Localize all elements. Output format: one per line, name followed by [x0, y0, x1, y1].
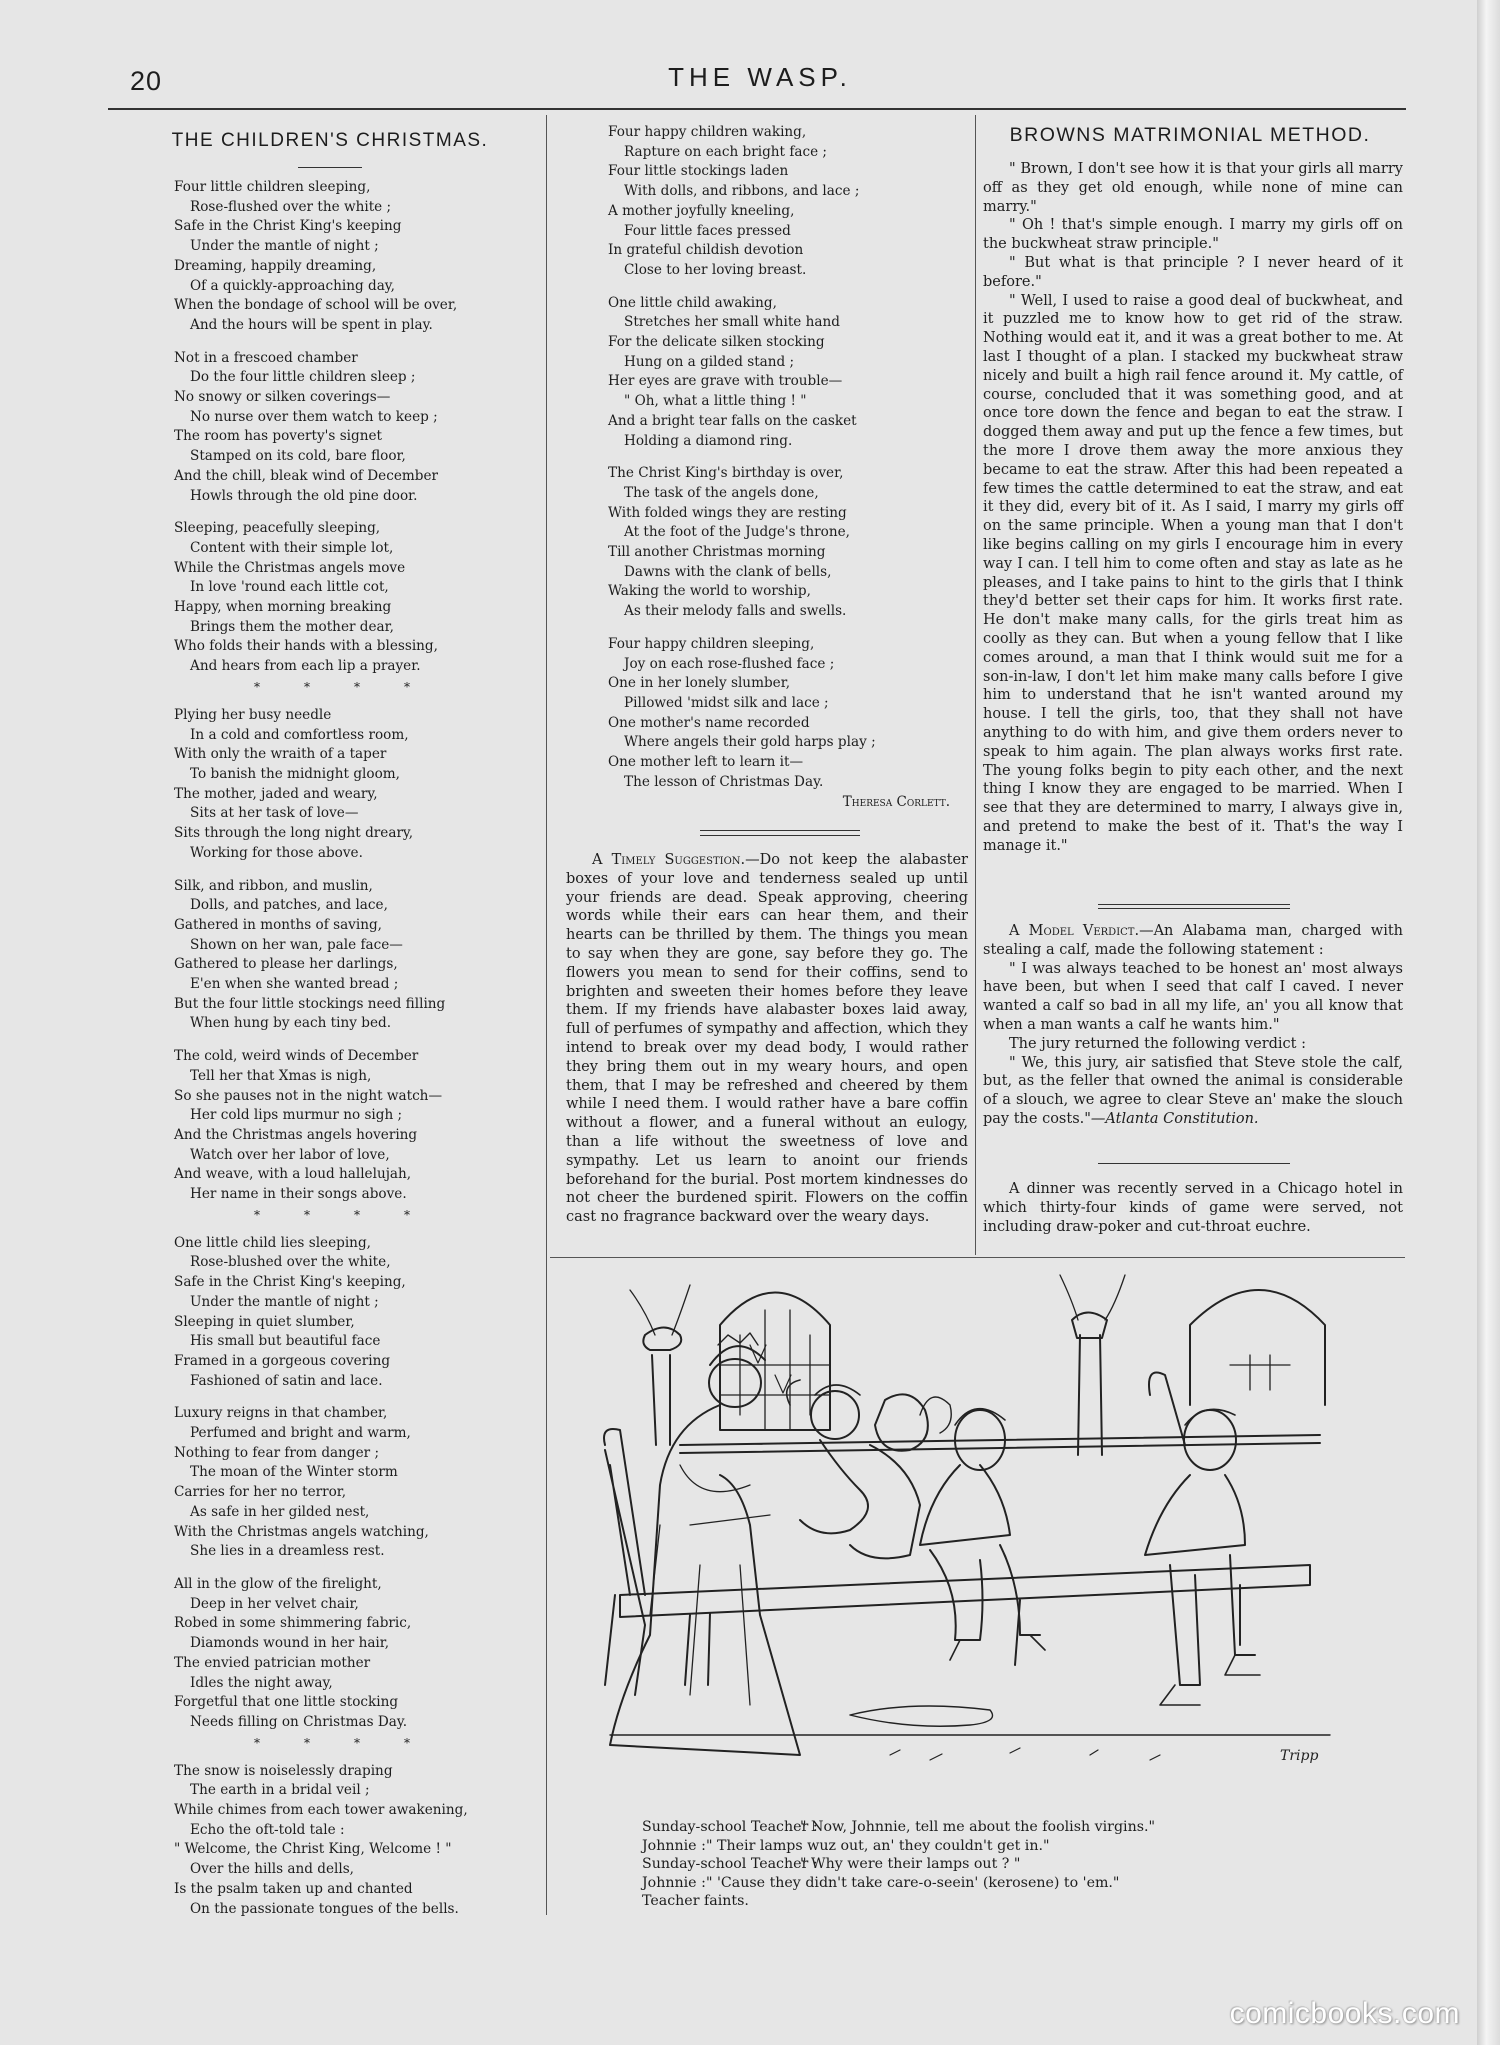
poem-line: Four little stockings laden [608, 163, 789, 180]
browns-paragraph: " But what is that principle ? I never heard of it before." [983, 254, 1403, 290]
poem-line: Perfumed and bright and warm, [190, 1425, 411, 1442]
poem-line: Four little faces pressed [624, 222, 791, 239]
poem-line: Fashioned of satin and lace. [190, 1372, 383, 1389]
poem-line: Sleeping in quiet slumber, [174, 1313, 355, 1330]
poem-line: And the hours will be spent in play. [190, 316, 433, 333]
poem-line: Diamonds wound in her hair, [190, 1635, 390, 1652]
separator-browns-b [1098, 908, 1290, 909]
bench [620, 1565, 1310, 1617]
timely-suggestion [566, 851, 968, 1227]
cartoon-caption [642, 1818, 1155, 1911]
dinner-body: A dinner was recently served in a Chicago hotel in which thirty-four kinds of game were served, not including draw-poker and cut-throat euchre. [983, 1181, 1403, 1235]
poem-line: The snow is noiselessly draping [174, 1762, 393, 1779]
window-right [1190, 1290, 1325, 1405]
poem-stanza [174, 1762, 534, 1920]
poem-line: As their melody falls and swells. [624, 603, 847, 620]
verdict-quote: " I was always teached to be honest an' most always have been, but when I seed that calf I caved. I never wanted a calf so bad in all my life, an' you all know that when a man wants a calf he wants him." [983, 960, 1403, 1033]
poem-line: With folded wings they are resting [608, 504, 847, 521]
poem-line: The Christ King's birthday is over, [608, 465, 844, 482]
timely-lead: A Timely Suggestion. [592, 852, 746, 868]
verdict-lead: A Model Verdict. [1009, 923, 1140, 939]
poem-line: Forgetful that one little stocking [174, 1694, 399, 1711]
poem-line: No nurse over them watch to keep ; [190, 408, 438, 425]
cartoon-illustration [590, 1265, 1360, 1805]
browns-article [983, 160, 1403, 855]
poem-line: Content with their simple lot, [190, 539, 394, 556]
poem-line: Sits through the long night dreary, [174, 825, 414, 842]
caption-text: Teacher faints. [642, 1893, 749, 1910]
verdict-body: —An Alabama man, charged with stealing a calf, made the following statement : [983, 923, 1403, 958]
poem-line: In grateful childish devotion [608, 242, 804, 259]
poem-stanza [174, 1404, 534, 1562]
poem-line: With only the wraith of a taper [174, 746, 387, 763]
verdict-text: " We, this jury, air satisfied that Steve stole the calf, but, as the feller that owned the animal is considerable of a slouch, we agree to clear Steve an' make the slouch pay the costs." [983, 1054, 1403, 1127]
cartoon-top-rule [550, 1257, 1405, 1258]
poem-line: The envied patrician mother [174, 1654, 371, 1671]
poem-line: Is the psalm taken up and chanted [174, 1880, 413, 1897]
poem-line: As safe in her gilded nest, [190, 1503, 370, 1520]
poem-line: While the Christmas angels move [174, 559, 406, 576]
poem-stanza [174, 1575, 534, 1733]
poem-line: Dolls, and patches, and lace, [190, 897, 388, 914]
poem-stanza [174, 706, 534, 864]
poem-line: On the passionate tongues of the bells. [190, 1900, 459, 1917]
poem-line: Hung on a gilded stand ; [624, 353, 795, 370]
browns-paragraph: " Brown, I don't see how it is that your girls all marry off as they get old enough, while none of mine can marry." [983, 161, 1403, 215]
model-verdict [983, 922, 1403, 1129]
poem-line: The moan of the Winter storm [190, 1464, 398, 1481]
browns-paragraph: " Oh ! that's simple enough. I marry my girls off on the buckwheat straw principle." [983, 217, 1403, 253]
chair [604, 1429, 645, 1695]
poem-stanza [174, 877, 534, 1035]
poem-stanza [608, 635, 953, 793]
poem-line: Gathered to please her darlings, [174, 956, 398, 973]
poem-line: Needs filling on Christmas Day. [190, 1713, 408, 1730]
poem-line: Idles the night away, [190, 1674, 333, 1691]
dinner-note [983, 1180, 1403, 1236]
poem-line: His small but beautiful face [190, 1333, 381, 1350]
poem-line: One in her lonely slumber, [608, 675, 791, 692]
separator-poem-b [700, 835, 860, 836]
poem-line: Who folds their hands with a blessing, [174, 638, 438, 655]
header-rule [108, 108, 1406, 110]
poem-stanza [174, 519, 534, 677]
poem-stanza [608, 294, 953, 452]
poem-line: One mother's name recorded [608, 714, 810, 731]
poem-line: One little child lies sleeping, [174, 1234, 371, 1251]
poem-stanza [174, 349, 534, 507]
poem-line: And the chill, bleak wind of December [174, 467, 439, 484]
masthead: THE WASP. [668, 62, 852, 92]
caption-line [642, 1855, 1155, 1874]
boy-right-head [1184, 1410, 1236, 1470]
caption-line [642, 1892, 1155, 1911]
poem-line: Of a quickly-approaching day, [190, 277, 395, 294]
poem-line: Howls through the old pine door. [190, 487, 418, 504]
teacher-body [610, 1405, 800, 1755]
poem-line: Sits at her task of love— [190, 805, 359, 822]
page-number: 20 [130, 66, 163, 96]
poem-column-1 [174, 178, 534, 1932]
caption-speaker: Sunday-school Teacher : [642, 1819, 818, 1835]
pillar-right [1072, 1313, 1107, 1456]
poem-line: Brings them the mother dear, [190, 618, 394, 635]
boy-right-legs [1170, 1555, 1255, 1685]
poem-line: Holding a diamond ring. [624, 432, 793, 449]
poem-line: Her name in their songs above. [190, 1186, 407, 1203]
poem-line: One mother left to learn it— [608, 754, 804, 771]
poem-stanza [174, 1234, 534, 1392]
poem-title: THE CHILDREN'S CHRISTMAS. [171, 130, 489, 151]
poem-line: With the Christmas angels watching, [174, 1523, 429, 1540]
poem-line: When hung by each tiny bed. [190, 1015, 392, 1032]
poem-line: Under the mantle of night ; [190, 1293, 379, 1310]
poem-line: Deep in her velvet chair, [190, 1595, 359, 1612]
poem-line: Rapture on each bright face ; [624, 143, 828, 160]
poem-line: No snowy or silken coverings— [174, 389, 391, 406]
stanza-divider-asterisks: **** [254, 1207, 454, 1222]
poem-line: Watch over her labor of love, [190, 1146, 390, 1163]
poem-line: With dolls, and ribbons, and lace ; [624, 183, 860, 200]
poem-line: Dreaming, happily dreaming, [174, 257, 377, 274]
browns-paragraph: " Well, I used to raise a good deal of buckwheat, and it puzzled me to know how to get rid of the straw. Nothing would eat it, and it was a great bother to me. At last I thought of a plan. I stacked my buckwheat straw nicely and built a high rail fence around it. My cattle, of course, concluded that it was something good, and at once tore down the fence and began to eat the straw. I dogged them away and put up the fence a few times, but the more I drove them away the more anxious they became to eat the straw. After this had been repeated a few times the cattle determined to eat the straw, and eat it they did, every bit of it. As I said, I marry my girls off on the same principle. When a young man that I don't like begins calling on my girls I encourage him in every way I can. I tell him to come often and stay as late as he pleases, and I take pains to hint to the girls that I think they'd better set their caps for him. It works first rate. He don't make many calls, for the girls treat him as coolly as they can. But when a young fellow that I like comes around, a man that I think would suit me for a son-in-law, I don't let him make many calls before I give him to understand that he isn't wanted around my house. I tell the girls, too, that they shall not have anything to do with him, and give them orders never to speak to him again. The plan always works first rate. The young folks begin to pity each other, and the next thing I know they are engaged to be married. When I see that they are determined to marry, I always give in, and pretend to make the best of it. That's the way I manage it." [983, 292, 1403, 854]
poem-line: Silk, and ribbon, and muslin, [174, 877, 373, 894]
browns-title: BROWNS MATRIMONIAL METHOD. [1009, 124, 1371, 146]
poem-line: Safe in the Christ King's keeping [174, 218, 402, 235]
teacher-head [709, 1359, 761, 1407]
poem-line: Dawns with the clank of bells, [624, 563, 832, 580]
poem-author: Theresa Corlett. [842, 794, 950, 810]
separator-poem [700, 830, 860, 831]
poem-line: A mother joyfully kneeling, [608, 202, 795, 219]
column-rule-1 [546, 115, 547, 1915]
caption-speaker: Johnnie : [642, 1837, 706, 1854]
poem-line: At the foot of the Judge's throne, [624, 524, 850, 541]
cartoon-signature: Tripp [1280, 1748, 1319, 1764]
poem-line: Till another Christmas morning [608, 544, 826, 561]
verdict-jury: The jury returned the following verdict : [1009, 1035, 1306, 1052]
poem-line: All in the glow of the firelight, [174, 1576, 382, 1592]
poem-line: Luxury reigns in that chamber, [174, 1405, 388, 1422]
poem-line: Shown on her wan, pale face— [190, 936, 403, 953]
page-edge [1477, 0, 1500, 2045]
poem-line: Framed in a gorgeous covering [174, 1352, 391, 1369]
poem-line: " Oh, what a little thing ! " [624, 393, 807, 410]
poem-line: E'en when she wanted bread ; [190, 976, 399, 993]
poem-line: " Welcome, the Christ King, Welcome ! " [174, 1841, 452, 1858]
caption-speaker: Johnnie : [642, 1874, 706, 1891]
poem-line: When the bondage of school will be over, [174, 297, 458, 314]
pew-back [680, 1435, 1320, 1453]
poem-line: The earth in a bridal veil ; [190, 1782, 370, 1799]
poem-line: Nothing to fear from danger ; [174, 1444, 380, 1461]
title-underline [298, 167, 362, 168]
poem-line: She lies in a dreamless rest. [190, 1543, 385, 1560]
poem-line: And hears from each lip a prayer. [190, 658, 421, 675]
poem-line: Rose-blushed over the white, [190, 1254, 391, 1271]
caption-text: " Now, Johnnie, tell me about the foolish virgins." [800, 1819, 1156, 1835]
poem-line: The lesson of Christmas Day. [624, 773, 824, 790]
poem-line: Not in a frescoed chamber [174, 349, 358, 366]
poem-line: Tell her that Xmas is nigh, [190, 1067, 372, 1084]
poem-line: Happy, when morning breaking [174, 599, 392, 616]
caption-line [642, 1837, 1155, 1856]
caption-text: " 'Cause they didn't take care-o-seein' (kerosene) to 'em." [706, 1874, 1120, 1891]
poem-line: Plying her busy needle [174, 706, 332, 723]
column-rule-2 [975, 115, 976, 1255]
poem-line: Close to her loving breast. [624, 261, 807, 278]
poem-line: So she pauses not in the night watch— [174, 1087, 443, 1104]
poem-line: Sleeping, peacefully sleeping, [174, 520, 381, 537]
poem-line: Safe in the Christ King's keeping, [174, 1274, 406, 1291]
poem-line: The cold, weird winds of December [174, 1048, 419, 1065]
poem-line: In love 'round each little cot, [190, 579, 389, 596]
poem-line: For the delicate silken stocking [608, 334, 825, 351]
poem-line: Her cold lips murmur no sigh ; [190, 1107, 403, 1124]
poem-line: The task of the angels done, [624, 484, 819, 501]
poem-line: And weave, with a loud hallelujah, [174, 1166, 412, 1183]
poem-line: Robed in some shimmering fabric, [174, 1615, 412, 1632]
pillar-left [643, 1328, 681, 1446]
poem-stanza [174, 178, 534, 336]
separator-browns [1098, 904, 1290, 905]
caption-text: " Why were their lamps out ? " [800, 1856, 1021, 1873]
poem-line: Echo the oft-told tale : [190, 1821, 345, 1838]
poem-line: Gathered in months of saving, [174, 916, 382, 933]
poem-line: Waking the world to worship, [608, 583, 811, 600]
poem-line: Pillowed 'midst silk and lace ; [624, 694, 829, 711]
poem-line: Joy on each rose-flushed face ; [624, 655, 835, 672]
poem-line: Her eyes are grave with trouble— [608, 373, 843, 390]
poem-line: Over the hills and dells, [190, 1861, 354, 1878]
poem-line: To banish the midnight gloom, [190, 765, 400, 782]
poem-line: Where angels their gold harps play ; [624, 734, 876, 751]
caption-speaker: Sunday-school Teacher : [642, 1856, 818, 1873]
verdict-source: —Atlanta Constitution. [1090, 1110, 1259, 1127]
poem-line: Under the mantle of night ; [190, 238, 379, 255]
poem-line: And a bright tear falls on the casket [608, 412, 857, 429]
poem-line: Four little children sleeping, [174, 179, 371, 195]
stanza-divider-asterisks: **** [254, 1735, 454, 1750]
caption-line [642, 1874, 1155, 1893]
poem-line: Stretches her small white hand [624, 314, 840, 331]
separator-verdict [1098, 1163, 1290, 1164]
poem-line: Carries for her no terror, [174, 1484, 347, 1501]
poem-line: Working for those above. [190, 844, 363, 861]
poem-line: The room has poverty's signet [174, 428, 382, 445]
poem-line: The mother, jaded and weary, [174, 785, 378, 802]
poem-stanza [608, 123, 953, 281]
poem-column-2 [608, 123, 953, 806]
timely-body: —Do not keep the alabaster boxes of your love and tenderness sealed up until your friends are dead. Speak approving, cheering words while their ears can hear them, and their hearts can be thrilled by them. The things you mean to say when they are gone, say before they go. The flowers you mean to send for their coffins, send to brighten and sweeten their homes before they leave them. If my friends have alabaster boxes laid away, full of perfumes of sympathy and affection, which they intend to break over my dead body, I would rather they bring them out in my weary hours, and open them, that I may be refreshed and cheered by them while I need them. I would rather have a bare coffin without a flower, and a funeral without an eulogy, than a life without the sweetness of love and sympathy. Let us learn to anoint our friends beforehand for the burial. Post mortem kindnesses do not cheer the burdened spirit. Flowers on the coffin cast no fragrance backward over the weary days. [566, 852, 968, 1226]
poem-line: Stamped on its cold, bare floor, [190, 448, 406, 465]
child-head-1 [811, 1391, 859, 1439]
poem-line: Four happy children waking, [608, 124, 807, 140]
caption-line [642, 1818, 1155, 1837]
poem-line: While chimes from each tower awakening, [174, 1802, 468, 1819]
poem-line: One little child awaking, [608, 294, 777, 311]
poem-line: But the four little stockings need filling [174, 995, 446, 1012]
poem-stanza [174, 1047, 534, 1205]
poem-line: Do the four little children sleep ; [190, 369, 416, 386]
floor [610, 1706, 1330, 1735]
poem-line: Four happy children sleeping, [608, 635, 815, 652]
caption-text: " Their lamps wuz out, an' they couldn't get in." [706, 1837, 1050, 1854]
poem-line: And the Christmas angels hovering [174, 1126, 418, 1143]
window-left [720, 1293, 830, 1431]
poem-line: Rose-flushed over the white ; [190, 198, 392, 215]
watermark: comicbooks.com [1229, 1997, 1460, 2030]
poem-stanza [608, 464, 953, 622]
poem-line: In a cold and comfortless room, [190, 726, 409, 743]
stanza-divider-asterisks: **** [254, 679, 454, 694]
